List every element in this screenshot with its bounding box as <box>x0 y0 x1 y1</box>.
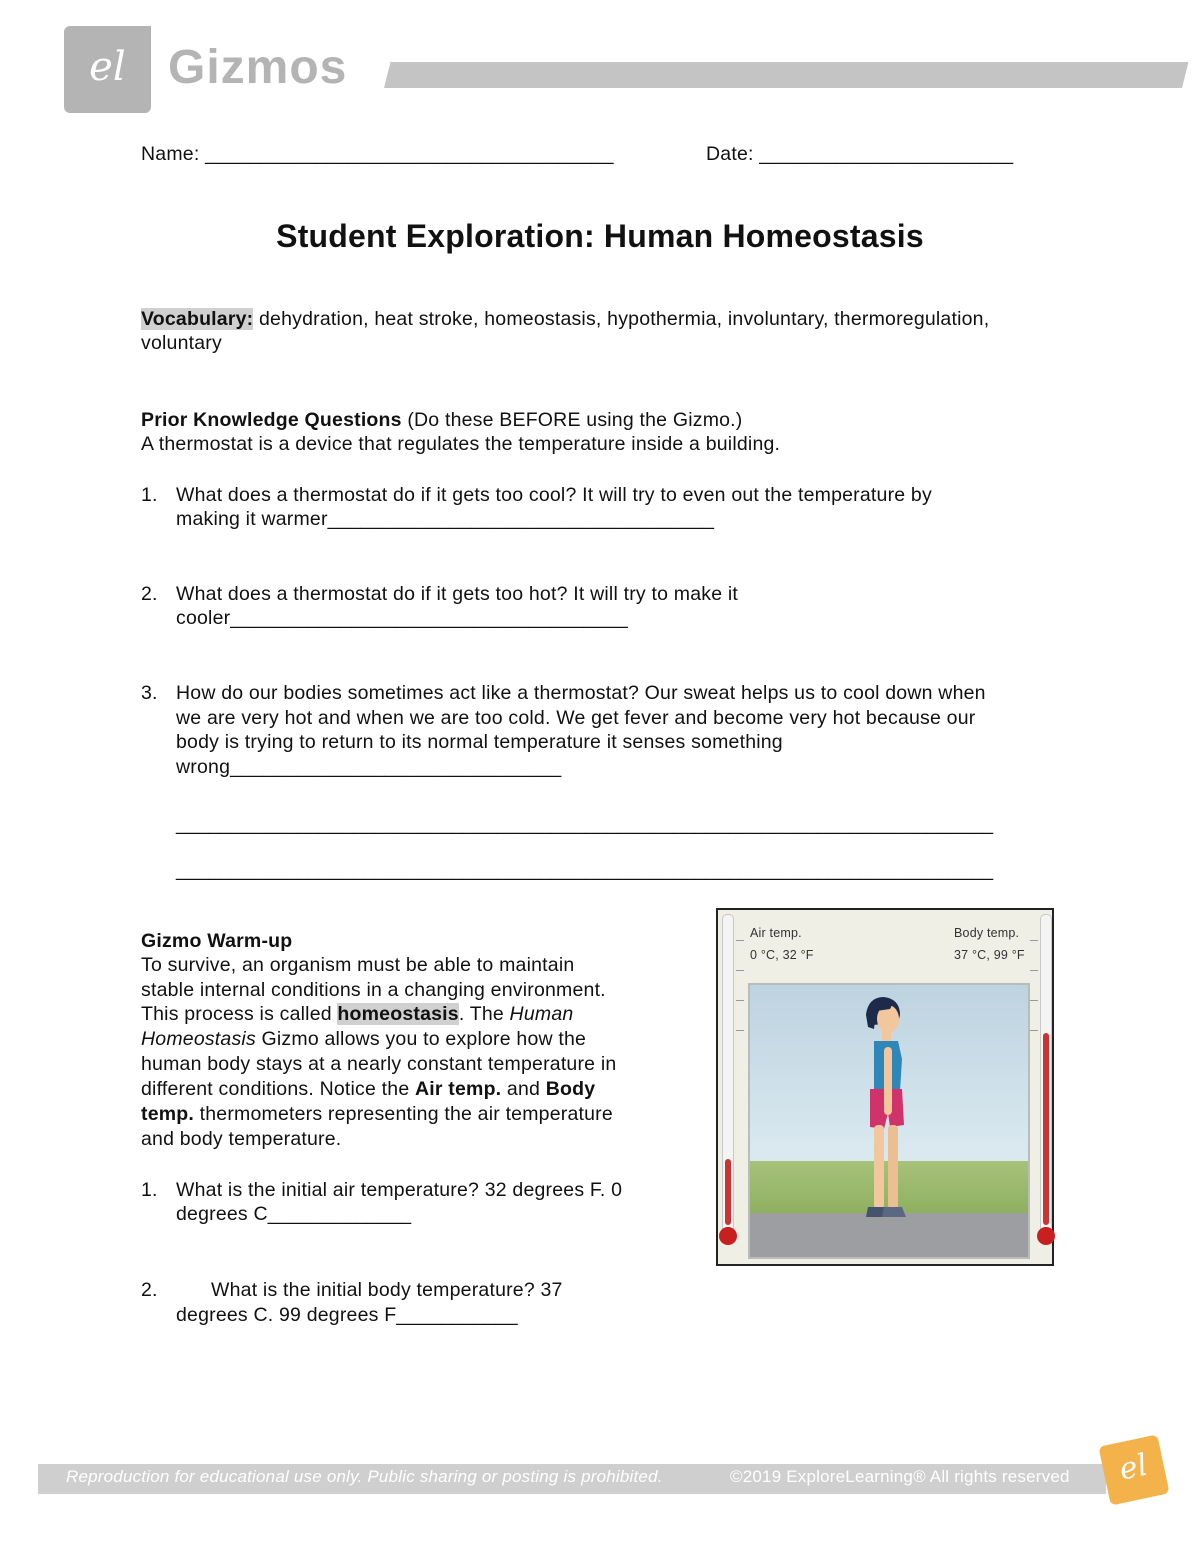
tick <box>736 970 744 971</box>
gizmo-screenshot <box>716 908 1054 1266</box>
footer-copyright: ©2019 ExploreLearning® All rights reserved <box>730 1467 1070 1486</box>
prior-q3-line: body is trying to return to its normal temperature it senses something <box>176 731 783 753</box>
warmup-text: To survive, an organism must be able to maintain <box>141 954 575 976</box>
air-temp-term: Air temp. <box>414 1078 502 1100</box>
prior-q1-line: What does a thermostat do if it gets too cool? It will try to even out the temperature by <box>176 484 932 506</box>
tick <box>736 1030 744 1031</box>
body-thermometer-bulb <box>1037 1227 1055 1245</box>
date-field[interactable]: _______________________ <box>759 143 1014 165</box>
warmup-text <box>141 1027 586 1051</box>
warmup-text: stable internal conditions in a changing environment. <box>141 979 606 1001</box>
air-thermometer <box>722 914 734 1236</box>
warmup-text <box>141 1102 613 1126</box>
prior-q3-answer[interactable]: wrong______________________________ <box>176 756 562 778</box>
warmup-fragment: . The <box>458 1003 510 1025</box>
person-figure <box>750 985 1028 1257</box>
body-temp-term: Body <box>545 1078 596 1100</box>
prior-q2-answer[interactable]: cooler____________________________________ <box>176 607 628 629</box>
warmup-fragment: Gizmo allows you to explore how the <box>255 1028 587 1050</box>
warmup-text: human body stays at a nearly constant temperature in <box>141 1053 617 1075</box>
warmup-q2-number: 2. <box>141 1279 158 1301</box>
warmup-heading-text: Gizmo Warm-up <box>141 930 293 952</box>
air-thermometer-fill <box>725 1159 731 1225</box>
prior-intro: A thermostat is a device that regulates the temperature inside a building. <box>141 433 781 455</box>
warmup-text: and body temperature. <box>141 1128 342 1150</box>
page-title: Student Exploration: Human Homeostasis <box>276 218 924 254</box>
tick <box>736 1000 744 1001</box>
air-temp-value: 0 °C, 32 °F <box>750 948 814 962</box>
vocabulary-terms: dehydration, heat stroke, homeostasis, hypothermia, involuntary, thermoregulation, <box>259 308 990 330</box>
air-thermometer-bulb <box>719 1227 737 1245</box>
warmup-fragment: This process is called <box>141 1003 338 1025</box>
warmup-q1-line: What is the initial air temperature? 32 degrees F. 0 <box>176 1179 623 1201</box>
name-label: Name: <box>141 143 200 165</box>
body-thermometer-fill <box>1043 1033 1049 1225</box>
prior-q3-line: How do our bodies sometimes act like a thermostat? Our sweat helps us to cool down when <box>176 682 986 704</box>
warmup-q2-answer[interactable]: degrees C. 99 degrees F___________ <box>176 1304 518 1326</box>
brand-title: Gizmos <box>168 41 348 94</box>
explorelearning-footer-logo <box>1098 1434 1169 1505</box>
prior-q3-line: we are very hot and when we are too cold. We get fever and become very hot because our <box>176 707 976 729</box>
footer-notice: Reproduction for educational use only. Public sharing or posting is prohibited. <box>66 1467 663 1486</box>
warmup-q2-line: What is the initial body temperature? 37 <box>211 1279 563 1301</box>
answer-line[interactable]: __________________________________________________________________________ <box>176 813 994 835</box>
tick <box>1030 940 1038 941</box>
homeostasis-term: homeostasis <box>337 1003 459 1025</box>
warmup-q1-number: 1. <box>141 1179 158 1201</box>
gizmo-name-italic: Homeostasis <box>141 1028 256 1050</box>
footer-logo-mark: el <box>1116 1447 1151 1488</box>
vocabulary-label: Vocabulary: <box>141 308 254 330</box>
warmup-text <box>141 1002 573 1026</box>
warmup-fragment: thermometers representing the air temperature <box>194 1103 613 1125</box>
warmup-text <box>141 1077 595 1101</box>
warmup-heading <box>141 929 292 953</box>
gizmo-name-italic: Human <box>509 1003 574 1025</box>
body-temp-label: Body temp. <box>954 926 1020 940</box>
tick <box>736 940 744 941</box>
tick <box>1030 1000 1038 1001</box>
explorelearning-logo <box>64 26 151 113</box>
prior-q1-answer[interactable]: making it warmer___________________________________ <box>176 508 715 530</box>
prior-q2-number: 2. <box>141 583 158 605</box>
air-temp-label: Air temp. <box>750 926 802 940</box>
prior-heading-note: (Do these BEFORE using the Gizmo.) <box>407 409 743 431</box>
prior-q1-number: 1. <box>141 484 158 506</box>
prior-heading: Prior Knowledge Questions <box>141 409 402 431</box>
prior-q3-number: 3. <box>141 682 158 704</box>
tick <box>1030 970 1038 971</box>
vocabulary-line-2: voluntary <box>141 332 222 354</box>
tick <box>1030 1030 1038 1031</box>
date-label: Date: <box>706 143 754 165</box>
date-row <box>706 142 1013 166</box>
answer-line[interactable]: __________________________________________________________________________ <box>176 859 994 881</box>
vocabulary-line-1 <box>141 307 989 331</box>
gizmo-scene <box>748 983 1030 1259</box>
body-temp-value: 37 °C, 99 °F <box>954 948 1025 962</box>
prior-heading-row <box>141 408 743 432</box>
body-thermometer <box>1040 914 1052 1236</box>
logo-mark: el <box>89 44 126 90</box>
name-row <box>141 142 614 166</box>
warmup-fragment: and <box>501 1078 546 1100</box>
prior-q2-line: What does a thermostat do if it gets too hot? It will try to make it <box>176 583 739 605</box>
header-bar <box>384 62 1188 88</box>
warmup-q1-answer[interactable]: degrees C_____________ <box>176 1203 412 1225</box>
name-field[interactable]: _____________________________________ <box>205 143 614 165</box>
body-temp-term: temp. <box>141 1103 195 1125</box>
warmup-fragment: different conditions. Notice the <box>141 1078 415 1100</box>
